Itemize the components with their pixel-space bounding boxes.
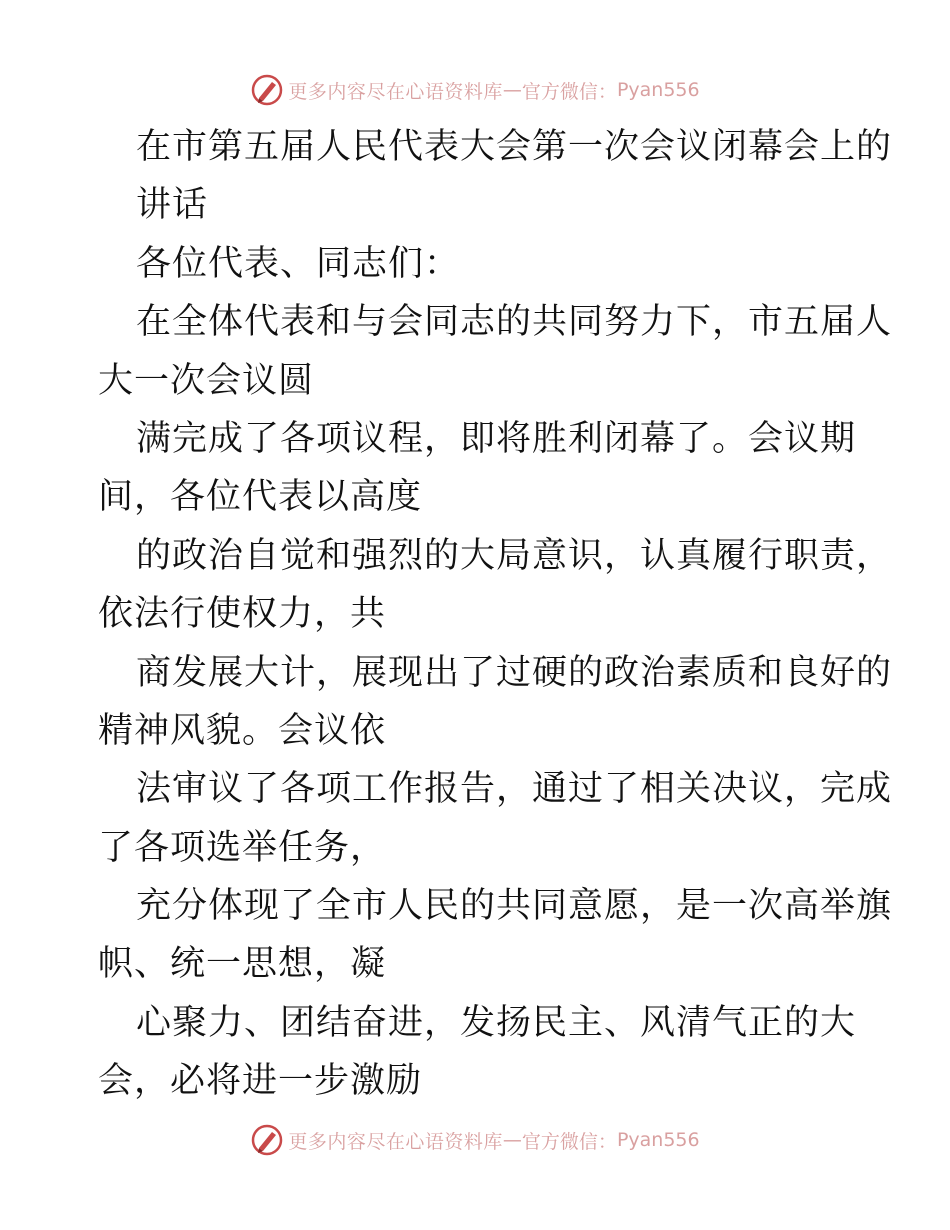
document-line: 帜、统一思想，凝 (98, 944, 387, 985)
document-line: 了各项选举任务， (98, 827, 387, 868)
footer-wechat-id: Pyan556 (616, 1129, 700, 1151)
document-line: 会，必将进一步激励 (98, 1061, 423, 1102)
pen-logo-icon (250, 1123, 284, 1157)
footer-separator: — (502, 1129, 522, 1151)
document-line: 讲话 (136, 185, 209, 226)
footer-wechat-label: 官方微信： (521, 1130, 617, 1153)
header-wechat-label: 官方微信： (521, 80, 617, 103)
document-line: 间，各位代表以高度 (98, 477, 423, 518)
document-line: 商发展大计，展现出了过硬的政治素质和良好的 (136, 652, 893, 693)
header-separator: — (502, 79, 522, 101)
document-line: 精神风貌。会议依 (98, 710, 387, 751)
document-line: 依法行使权力，共 (98, 594, 387, 635)
document-line: 在全体代表和与会同志的共同努力下，市五届人 (136, 302, 893, 343)
document-line: 心聚力、团结奋进，发扬民主、风清气正的大 (136, 1002, 857, 1043)
header-site-text: 更多内容尽在心语资料库 (288, 80, 503, 103)
document-line: 大一次会议圆 (98, 360, 315, 401)
document-line: 在市第五届人民代表大会第一次会议闭幕会上的 (136, 127, 893, 167)
document-line: 各位代表、同志们： (136, 243, 461, 284)
footer-site-text: 更多内容尽在心语资料库 (288, 1130, 503, 1153)
document-line: 满完成了各项议程，即将胜利闭幕了。会议期 (136, 418, 857, 459)
footer-watermark-banner (0, 1120, 950, 1160)
document-body (98, 118, 893, 1111)
header-watermark-banner (0, 70, 950, 110)
document-line: 法审议了各项工作报告，通过了相关决议，完成 (136, 769, 893, 810)
pen-logo-icon (250, 73, 284, 107)
document-line: 的政治自觉和强烈的大局意识，认真履行职责， (136, 535, 893, 576)
header-wechat-id: Pyan556 (616, 79, 700, 101)
document-line: 充分体现了全市人民的共同意愿，是一次高举旗 (136, 886, 893, 927)
